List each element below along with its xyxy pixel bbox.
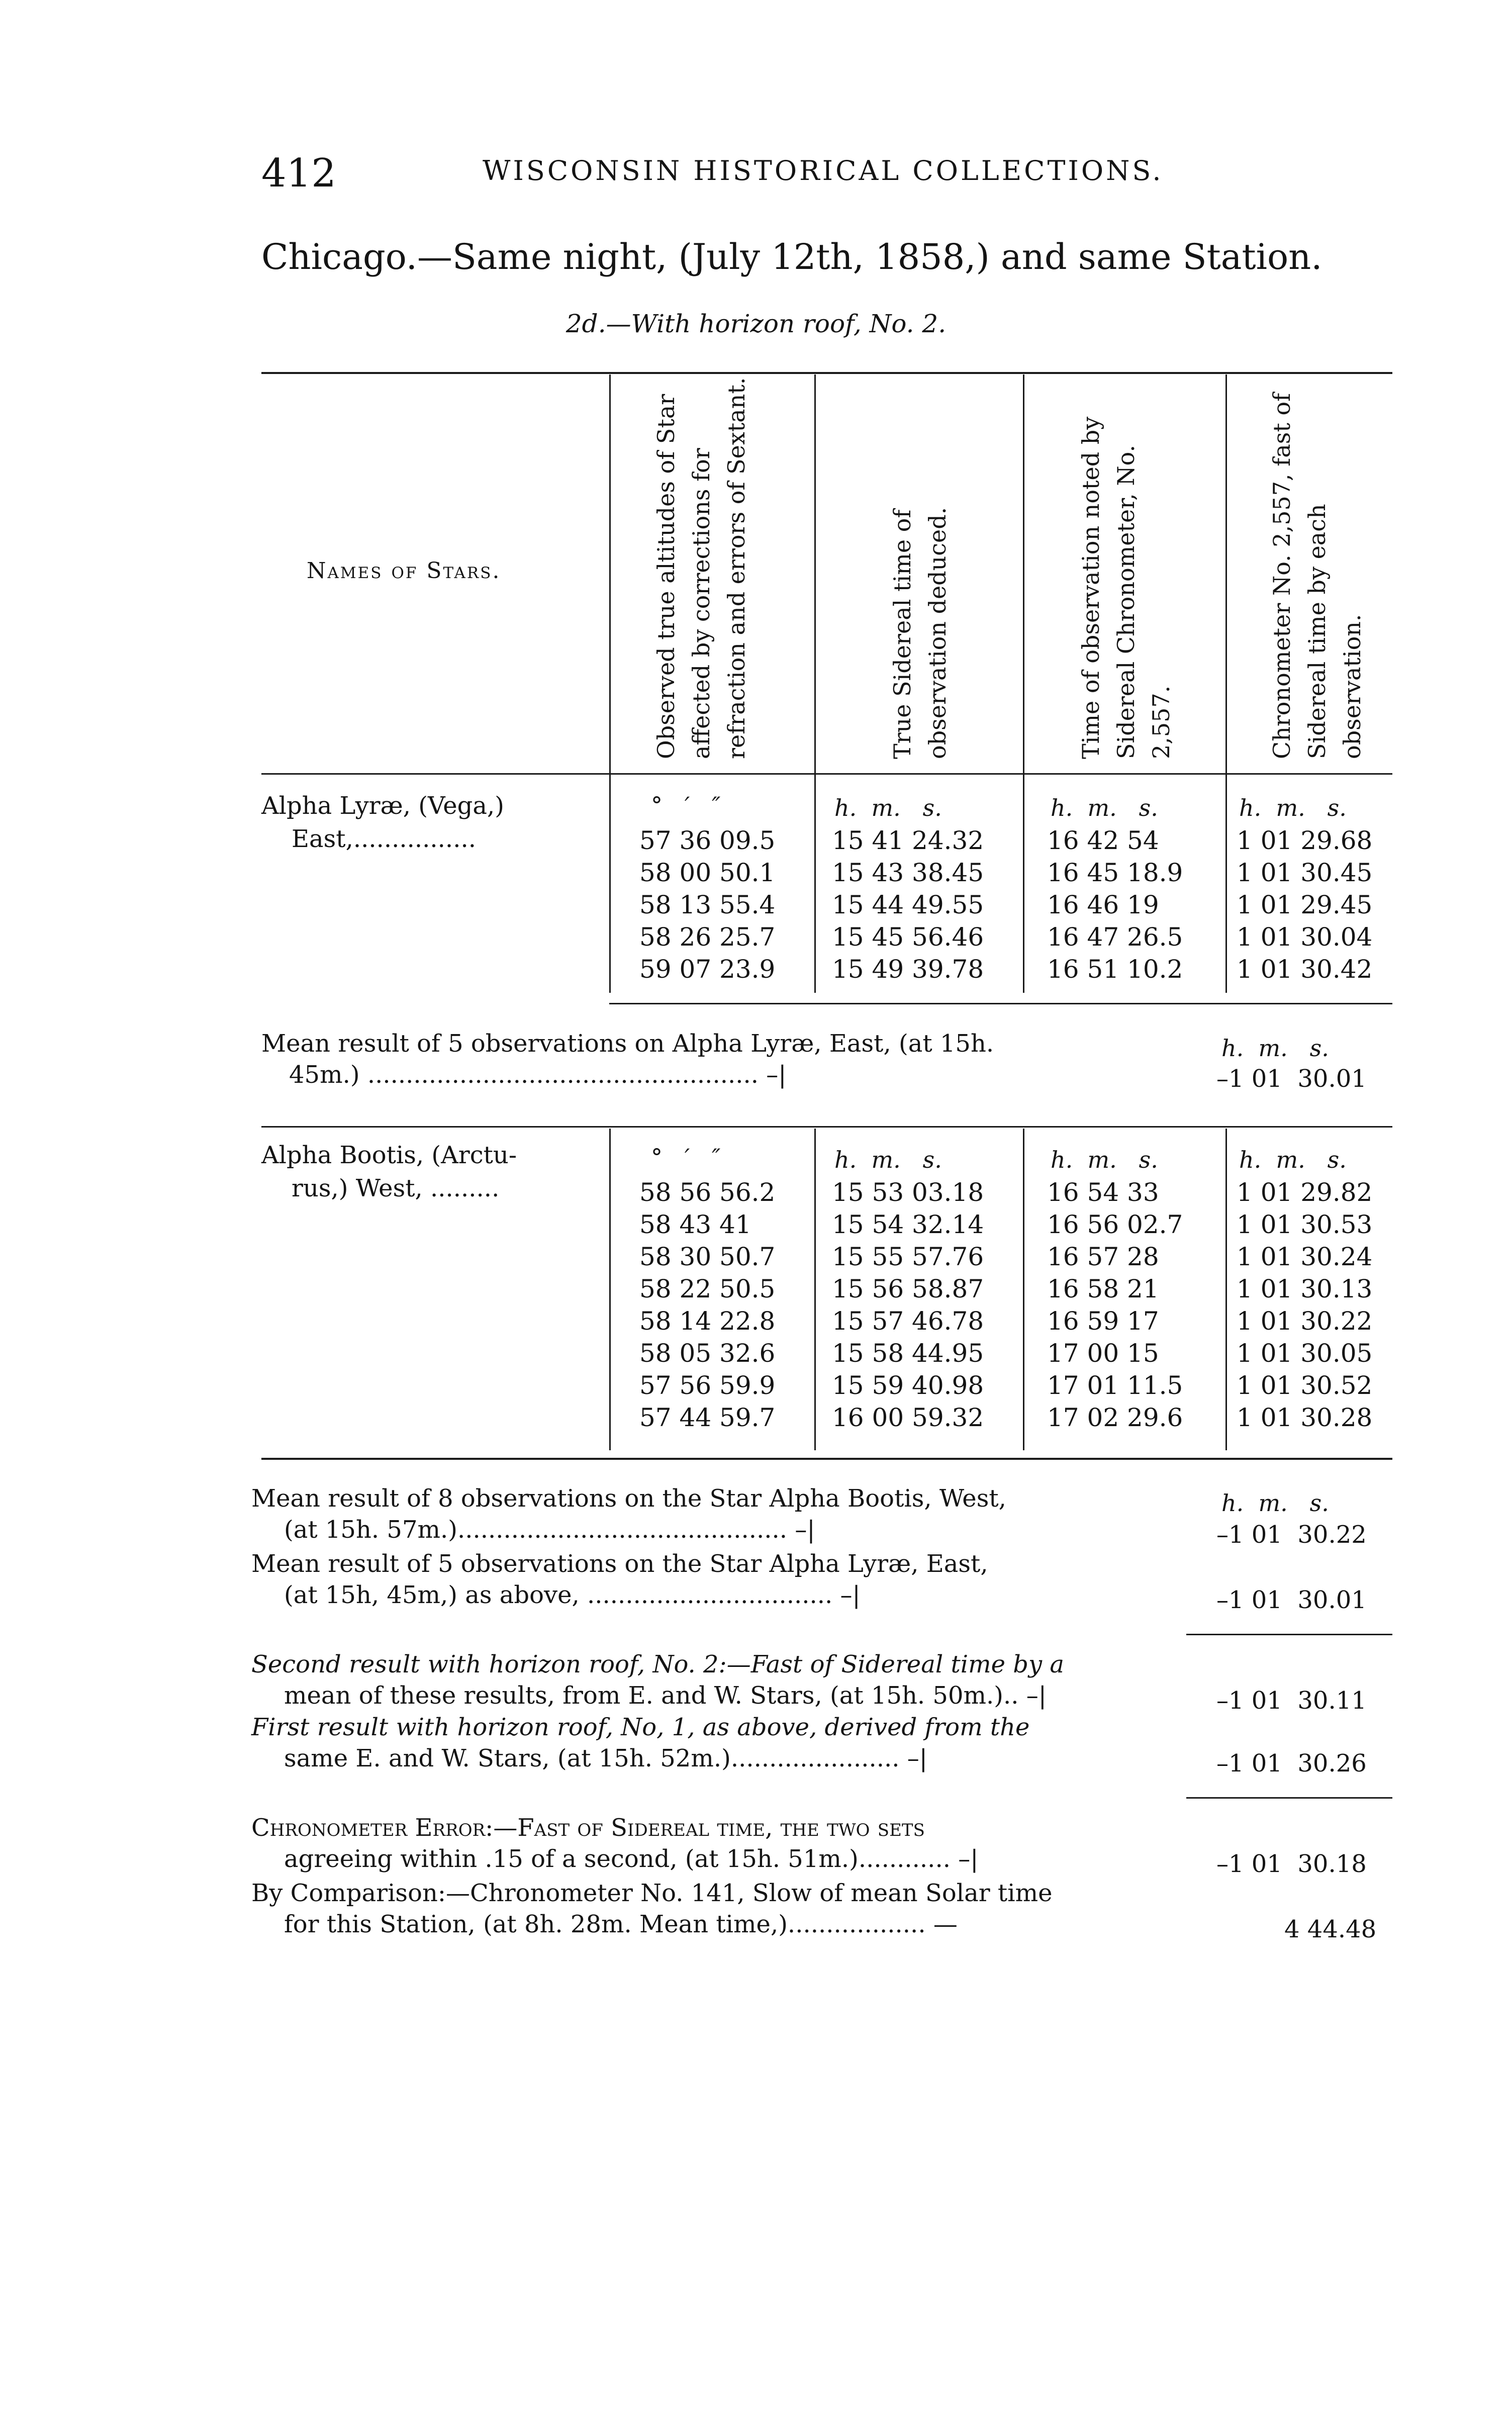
altitudes-column: 57 36 09.5 58 00 50.1 58 13 55.4 58 26 25.7 59 07 23.9 [639, 826, 776, 984]
column-separator [609, 1129, 611, 1450]
mean-line: Mean result of 8 observations on the Star Alpha Bootis, West, [251, 1484, 1006, 1513]
time-units: h. m. s. [1051, 1146, 1158, 1173]
mean-units: h. m. s. [1221, 1035, 1329, 1062]
mean-result-lyrae [261, 1028, 994, 1090]
result-rule [1186, 1797, 1392, 1799]
page-number: 412 [261, 151, 336, 196]
time-units: h. m. s. [1239, 1146, 1347, 1173]
mean-value-lyrae-repeat: –1 01 30.01 [1216, 1586, 1367, 1614]
chronometer-fast-header: Chronometer No. 2,557, fast of Sidereal time by each observation. [1268, 393, 1366, 759]
mean-line: 45m.) ................................................... –| [289, 1061, 787, 1089]
result-line: mean of these results, from E. and W. Stars, (at 15h. 50m.).. –| [284, 1682, 1047, 1710]
mean-line: (at 15h, 45m,) as above, ................................ –| [284, 1581, 861, 1609]
mean-result-lyrae-repeat [251, 1548, 988, 1611]
sidereal-column: 15 53 03.18 15 54 32.14 15 55 57.76 15 56 58.87 15 57 46.78 15 58 44.95 15 59 40.98 16 00 59.32 [832, 1178, 984, 1432]
comparison [251, 1878, 1053, 1940]
star-name-line: Alpha Bootis, (Arctu- [261, 1141, 517, 1169]
result-line: By Comparison:—Chronometer No. 141, Slow of mean Solar time [251, 1879, 1053, 1907]
sidereal-time-header: True Sidereal time of observation deduced. [889, 507, 951, 759]
result-rule [1186, 1634, 1392, 1635]
angle-units: ° ′ ″ [651, 792, 721, 819]
first-result [251, 1712, 1029, 1774]
time-units: h. m. s. [834, 1146, 942, 1173]
time-units: h. m. s. [1051, 794, 1158, 821]
second-result [251, 1649, 1064, 1711]
column-separator [1225, 375, 1227, 993]
chronometer-error [251, 1812, 978, 1875]
altitudes-column: 58 56 56.2 58 43 41 58 30 50.7 58 22 50.5 58 14 22.8 58 05 32.6 57 56 59.9 57 44 59.7 [639, 1178, 776, 1432]
time-units: h. m. s. [1239, 794, 1347, 821]
star-name-alpha-lyrae [261, 789, 504, 856]
table-top-rule [261, 372, 1392, 374]
mean-value-bootis: –1 01 30.22 [1216, 1521, 1367, 1549]
result-line: Chronometer Error:—Fast of Sidereal time, the two sets [251, 1814, 925, 1842]
noted-time-column: 16 42 54 16 45 18.9 16 46 19 16 47 26.5 16 51 10.2 [1047, 826, 1183, 984]
altitudes-header: Observed true altitudes of Star affected by corrections for refraction and errors of Sextant. [652, 377, 750, 759]
section-heading: Chicago.—Same night, (July 12th, 1858,) and same Station. [261, 236, 1322, 277]
time-units: h. m. s. [834, 794, 942, 821]
result-line: for this Station, (at 8h. 28m. Mean time,).................. — [284, 1910, 958, 1938]
mean-line: Mean result of 5 observations on Alpha Lyræ, East, (at 15h. [261, 1030, 994, 1058]
second-result-value: –1 01 30.11 [1216, 1687, 1367, 1715]
mean-result-bootis [251, 1483, 1006, 1545]
noted-time-column: 16 54 33 16 56 02.7 16 57 28 16 58 21 16 59 17 17 00 15 17 01 11.5 17 02 29.6 [1047, 1178, 1183, 1432]
running-title: WISCONSIN HISTORICAL COLLECTIONS. [483, 155, 1164, 186]
result-line: First result with horizon roof, No, 1, as above, derived from the [251, 1713, 1030, 1741]
table-bottom-rule [261, 1458, 1392, 1460]
comparison-value: 4 44.48 [1284, 1915, 1377, 1943]
star-name-line: Alpha Lyræ, (Vega,) [261, 792, 504, 820]
column-separator [814, 375, 816, 993]
angle-units: ° ′ ″ [651, 1144, 721, 1171]
result-line: same E. and W. Stars, (at 15h. 52m.)...................... –| [284, 1744, 927, 1772]
chronometer-fast-column: 1 01 29.68 1 01 30.45 1 01 29.45 1 01 30.04 1 01 30.42 [1237, 826, 1373, 984]
star-name-alpha-bootis [261, 1139, 517, 1205]
first-result-value: –1 01 30.26 [1216, 1749, 1367, 1778]
mean-line: (at 15h. 57m.)........................................... –| [284, 1516, 815, 1544]
section-subheading: 2d.—With horizon roof, No. 2. [565, 309, 947, 338]
column-separator [1023, 375, 1024, 993]
result-line: agreeing within .15 of a second, (at 15h. 51m.)............ –| [284, 1845, 979, 1873]
header-bottom-rule [261, 773, 1392, 775]
table-rule [261, 1126, 1392, 1128]
names-of-stars-header: Names of Stars. [307, 558, 501, 584]
column-separator [609, 375, 611, 993]
result-line: Second result with horizon roof, No. 2:—Fast of Sidereal time by a [251, 1650, 1064, 1678]
mean-value-lyrae: –1 01 30.01 [1216, 1065, 1367, 1093]
column-separator [1023, 1129, 1024, 1450]
column-separator [1225, 1129, 1227, 1450]
chronometer-error-value: –1 01 30.18 [1216, 1850, 1367, 1878]
column-separator [814, 1129, 816, 1450]
mean-units: h. m. s. [1221, 1489, 1329, 1517]
mean-line: Mean result of 5 observations on the Star Alpha Lyræ, East, [251, 1550, 988, 1578]
block-rule [609, 1003, 1392, 1004]
running-head [261, 151, 1352, 196]
noted-time-header: Time of observation noted by Sidereal Chronometer, No. 2,557. [1077, 416, 1175, 759]
star-name-line: East,................ [292, 825, 476, 853]
sidereal-column: 15 41 24.32 15 43 38.45 15 44 49.55 15 45 56.46 15 49 39.78 [832, 826, 984, 984]
chronometer-fast-column: 1 01 29.82 1 01 30.53 1 01 30.24 1 01 30.13 1 01 30.22 1 01 30.05 1 01 30.52 1 01 30.28 [1237, 1178, 1373, 1432]
star-name-line: rus,) West, ......... [292, 1174, 500, 1202]
